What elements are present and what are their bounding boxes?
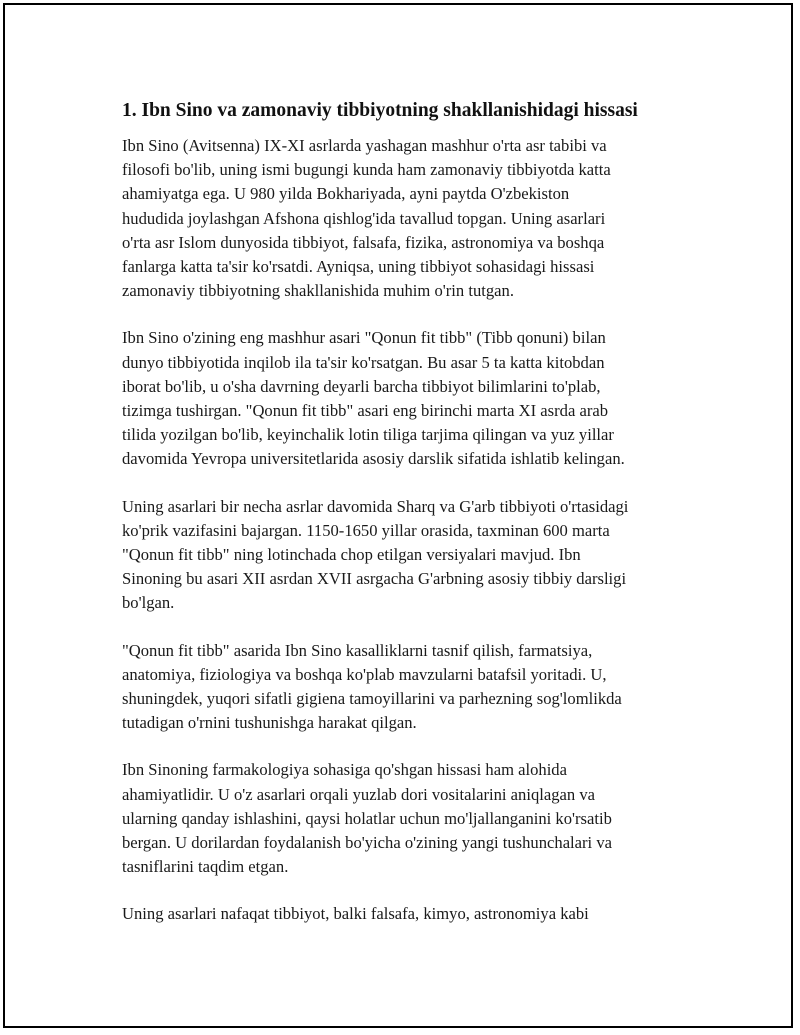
paragraph-4: "Qonun fit tibb" asarida Ibn Sino kasalliklarni tasnif qilish, farmatsiya, anatomiya, fiziologiya va boshqa ko'plab mavzularni batafsil yoritadi. U, shuningdek, yuqori sifatli gigiena tamoyillarini va parhezning sog'lomlikda tutadigan o'rnini tushunishga harakat qilgan. [122, 640, 622, 733]
paragraph-6: Uning asarlari nafaqat tibbiyot, balki falsafa, kimyo, astronomiya kabi [122, 904, 589, 924]
paragraph-2: Ibn Sino o'zining eng mashhur asari "Qonun fit tibb" (Tibb qonuni) bilan dunyo tibbiyotida inqilob ila ta'sir ko'rsatgan. Bu asar 5 ta katta kitobdan iborat bo'lib, u o'sha davrning deyarli barcha tibbiyot bilimlarini to'plab, tizimga tushirgan. "Qonun fit tibb" asari eng birinchi marta XI asrda arab tilida yozilgan bo'lib, keyinchalik lotin tiliga tarjima qilingan va yuz yillar davomida Yevropa universitetlarida asosiy darslik sifatida ishlatib kelingan. [122, 328, 625, 469]
paragraph-5: Ibn Sinoning farmakologiya sohasiga qo'shgan hissasi ham alohida ahamiyatlidir. U o'z asarlari orqali yuzlab dori vositalarini aniqlagan va ularning qanday ishlashini, qaysi holatlar uchun mo'ljallanganini ko'rsatib bergan. U dorilardan foydalanish bo'yicha o'zining yangi tushunchalari va tasniflarini taqdim etgan. [122, 760, 612, 877]
paragraph-3: Uning asarlari bir necha asrlar davomida Sharq va G'arb tibbiyoti o'rtasidagi ko'prik vazifasini bajargan. 1150-1650 yillar orasida, taxminan 600 marta "Qonun fit tibb" ning lotinchada chop etilgan versiyalari mavjud. Ibn Sinoning bu asari XII asrdan XVII asrgacha G'arbning asosiy tibbiy darsligi bo'lgan. [122, 496, 629, 613]
document-body [122, 98, 702, 950]
page-frame [3, 3, 793, 1028]
section-heading: 1. Ibn Sino va zamonaviy tibbiyotning shakllanishidagi hissasi [122, 100, 638, 121]
paragraph-1: Ibn Sino (Avitsenna) IX-XI asrlarda yashagan mashhur o'rta asr tabibi va filosofi bo'lib, uning ismi bugungi kunda ham zamonaviy tibbiyotda katta ahamiyatga ega. U 980 yilda Bokhariyada, ayni paytda O'zbekiston hududida joylashgan Afshona qishlog'ida tavallud topgan. Uning asarlari o'rta asr Islom dunyosida tibbiyot, falsafa, fizika, astronomiya va boshqa fanlarga katta ta'sir ko'rsatdi. Ayniqsa, uning tibbiyot sohasidagi hissasi zamonaviy tibbiyotning shakllanishida muhim o'rin tutgan. [122, 136, 611, 301]
